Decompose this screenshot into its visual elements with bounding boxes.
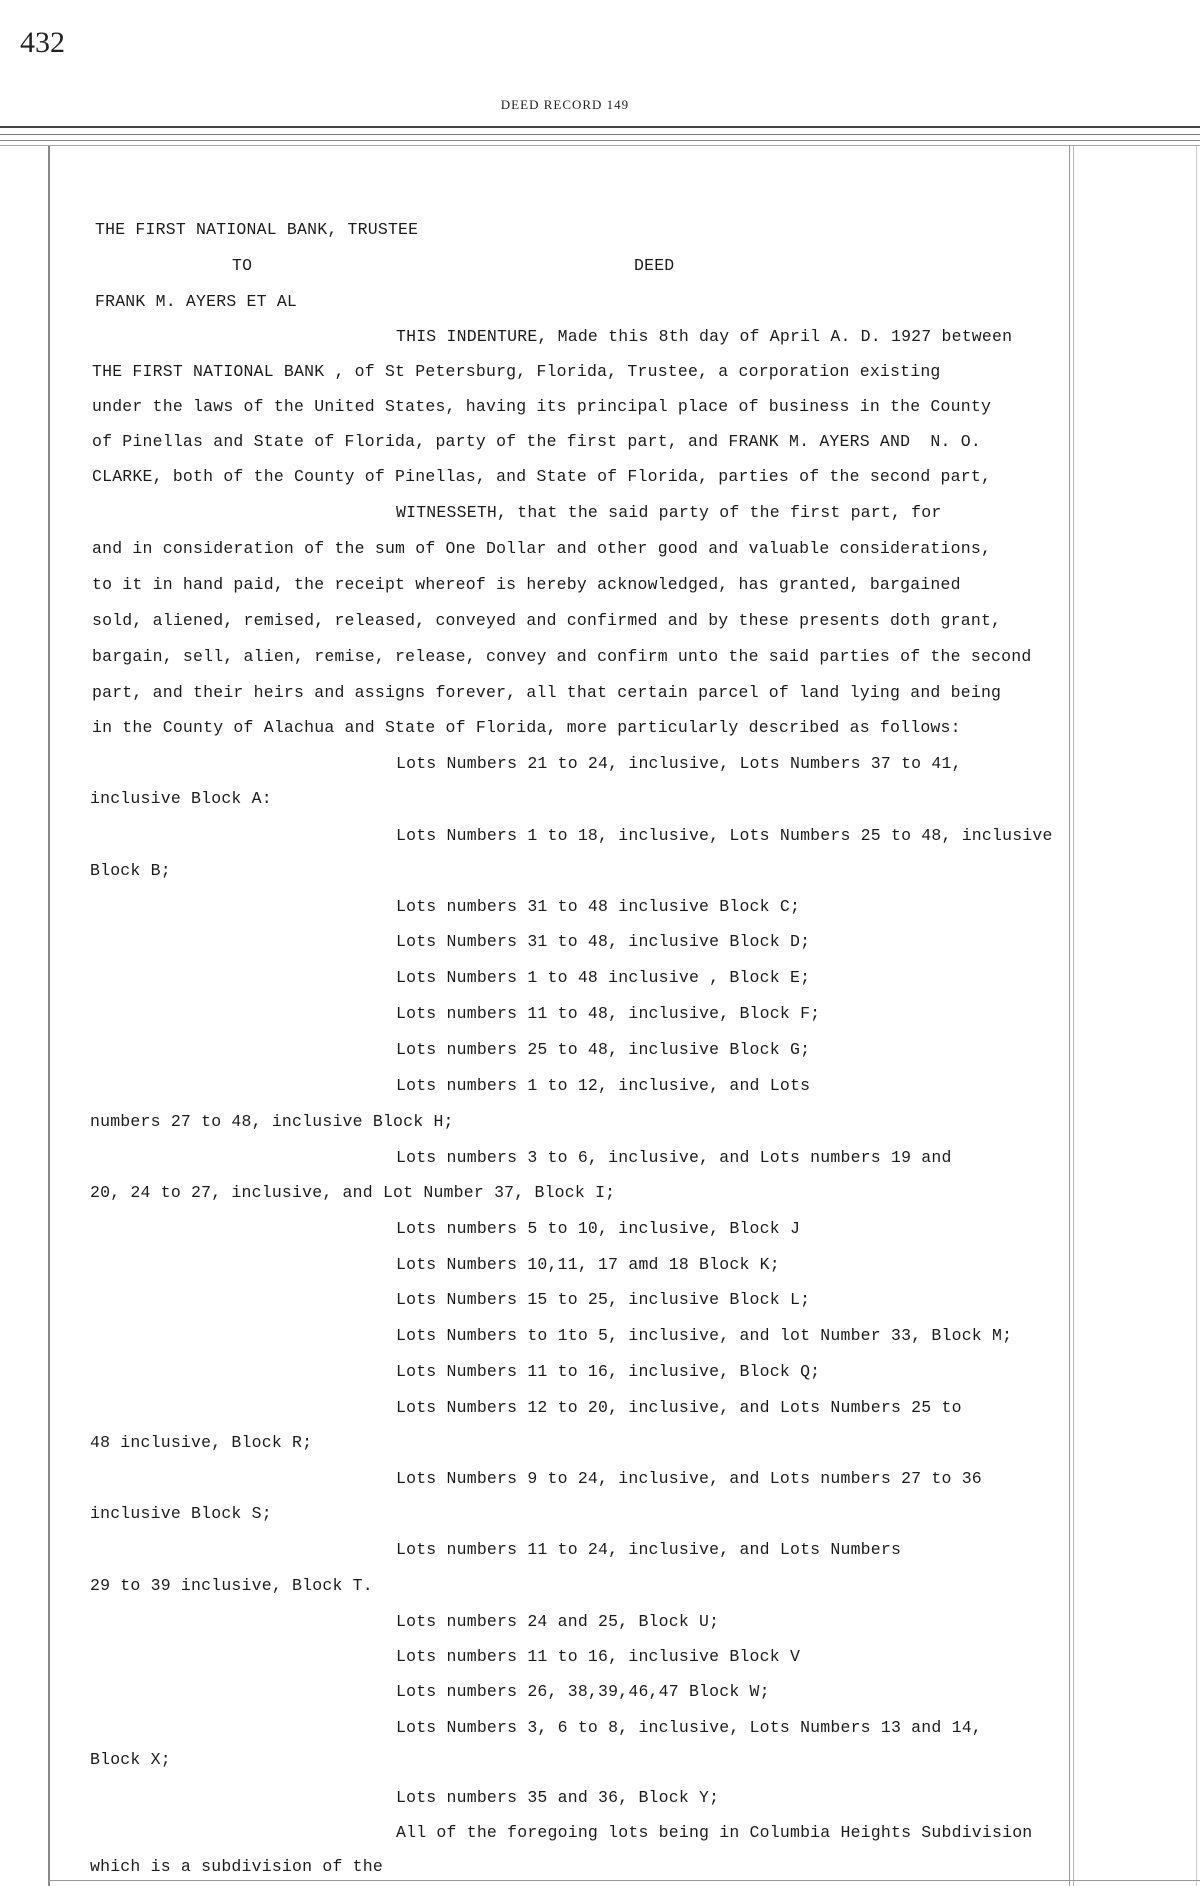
text-line: Lots numbers 3 to 6, inclusive, and Lots numbers 19 and bbox=[396, 1148, 952, 1167]
text-line: bargain, sell, alien, remise, release, convey and confirm unto the said parties of the second bbox=[92, 647, 1032, 666]
text-line: in the County of Alachua and State of Florida, more particularly described as follows: bbox=[92, 718, 961, 737]
text-line: Block X; bbox=[90, 1750, 171, 1769]
header-rule bbox=[0, 140, 1200, 141]
text-line: Lots numbers 11 to 16, inclusive Block V bbox=[396, 1647, 801, 1666]
text-line: Lots Numbers 12 to 20, inclusive, and Lots Numbers 25 to bbox=[396, 1398, 962, 1417]
text-line: part, and their heirs and assigns forever, all that certain parcel of land lying and being bbox=[92, 683, 1002, 702]
header-rule bbox=[0, 134, 1200, 135]
text-line: Lots Numbers 1 to 48 inclusive , Block E; bbox=[396, 968, 811, 987]
text-line: WITNESSETH, that the said party of the first part, for bbox=[396, 503, 942, 522]
right-margin-line bbox=[1069, 146, 1070, 1886]
text-line: Lots numbers 11 to 24, inclusive, and Lots Numbers bbox=[396, 1540, 902, 1559]
header-rule bbox=[0, 126, 1200, 128]
text-line: Lots Numbers 9 to 24, inclusive, and Lots numbers 27 to 36 bbox=[396, 1469, 982, 1488]
text-line: CLARKE, both of the County of Pinellas, and State of Florida, parties of the second part, bbox=[92, 467, 992, 486]
left-margin-line bbox=[48, 146, 50, 1886]
text-line: Lots Numbers to 1to 5, inclusive, and lot Number 33, Block M; bbox=[396, 1326, 1013, 1345]
header-rule bbox=[0, 145, 1200, 146]
text-line: Lots Numbers 21 to 24, inclusive, Lots Numbers 37 to 41, bbox=[396, 754, 962, 773]
text-line: Lots Numbers 1 to 18, inclusive, Lots Numbers 25 to 48, inclusive bbox=[396, 826, 1053, 845]
text-line: 20, 24 to 27, inclusive, and Lot Number 37, Block I; bbox=[90, 1183, 616, 1202]
text-line: numbers 27 to 48, inclusive Block H; bbox=[90, 1112, 454, 1131]
text-line: sold, aliened, remised, released, conveyed and confirmed and by these presents doth grant, bbox=[92, 611, 1002, 630]
text-line: 48 inclusive, Block R; bbox=[90, 1433, 313, 1452]
text-line: Lots numbers 1 to 12, inclusive, and Lots bbox=[396, 1076, 811, 1095]
text-line: Lots numbers 31 to 48 inclusive Block C; bbox=[396, 897, 801, 916]
running-head: DEED RECORD 149 bbox=[500, 97, 630, 112]
text-line: Lots numbers 24 and 25, Block U; bbox=[396, 1612, 720, 1631]
text-line: THIS INDENTURE, Made this 8th day of April A. D. 1927 between bbox=[396, 327, 1013, 346]
text-line: THE FIRST NATIONAL BANK, TRUSTEE bbox=[95, 220, 419, 239]
text-line: FRANK M. AYERS ET AL bbox=[95, 292, 298, 311]
text-line: THE FIRST NATIONAL BANK , of St Petersburg, Florida, Trustee, a corporation existing bbox=[92, 362, 941, 381]
text-line: Lots numbers 26, 38,39,46,47 Block W; bbox=[396, 1682, 770, 1701]
right-margin-line bbox=[1073, 146, 1074, 1886]
text-line: DEED bbox=[634, 256, 675, 275]
page-edge-line bbox=[1196, 146, 1197, 1886]
text-line: to it in hand paid, the receipt whereof is hereby acknowledged, has granted, bargained bbox=[92, 575, 961, 594]
text-line: TO bbox=[232, 256, 253, 275]
text-line: Lots Numbers 10,11, 17 amd 18 Block K; bbox=[396, 1255, 780, 1274]
text-line: Lots Numbers 3, 6 to 8, inclusive, Lots Numbers 13 and 14, bbox=[396, 1718, 982, 1737]
text-line: Lots Numbers 11 to 16, inclusive, Block Q; bbox=[396, 1362, 821, 1381]
text-line: Lots numbers 35 and 36, Block Y; bbox=[396, 1788, 720, 1807]
text-line: inclusive Block S; bbox=[90, 1504, 272, 1523]
text-line: Lots numbers 5 to 10, inclusive, Block J bbox=[396, 1219, 801, 1238]
text-line: Block B; bbox=[90, 861, 171, 880]
text-line: Lots numbers 25 to 48, inclusive Block G; bbox=[396, 1040, 811, 1059]
text-line: 29 to 39 inclusive, Block T. bbox=[90, 1576, 373, 1595]
text-line: Lots Numbers 31 to 48, inclusive Block D; bbox=[396, 932, 811, 951]
text-line: Lots numbers 11 to 48, inclusive, Block F; bbox=[396, 1004, 821, 1023]
text-line: inclusive Block A: bbox=[90, 789, 272, 808]
text-line: Lots Numbers 15 to 25, inclusive Block L; bbox=[396, 1290, 811, 1309]
bottom-rule bbox=[48, 1880, 1200, 1881]
text-line: All of the foregoing lots being in Columbia Heights Subdivision bbox=[396, 1823, 1033, 1842]
text-line: and in consideration of the sum of One Dollar and other good and valuable considerations, bbox=[92, 539, 992, 558]
text-line: under the laws of the United States, having its principal place of business in the County bbox=[92, 397, 992, 416]
text-line: which is a subdivision of the bbox=[90, 1857, 383, 1876]
text-line: of Pinellas and State of Florida, party of the first part, and FRANK M. AYERS AND N. O. bbox=[92, 432, 981, 451]
page-number: 432 bbox=[20, 26, 65, 59]
